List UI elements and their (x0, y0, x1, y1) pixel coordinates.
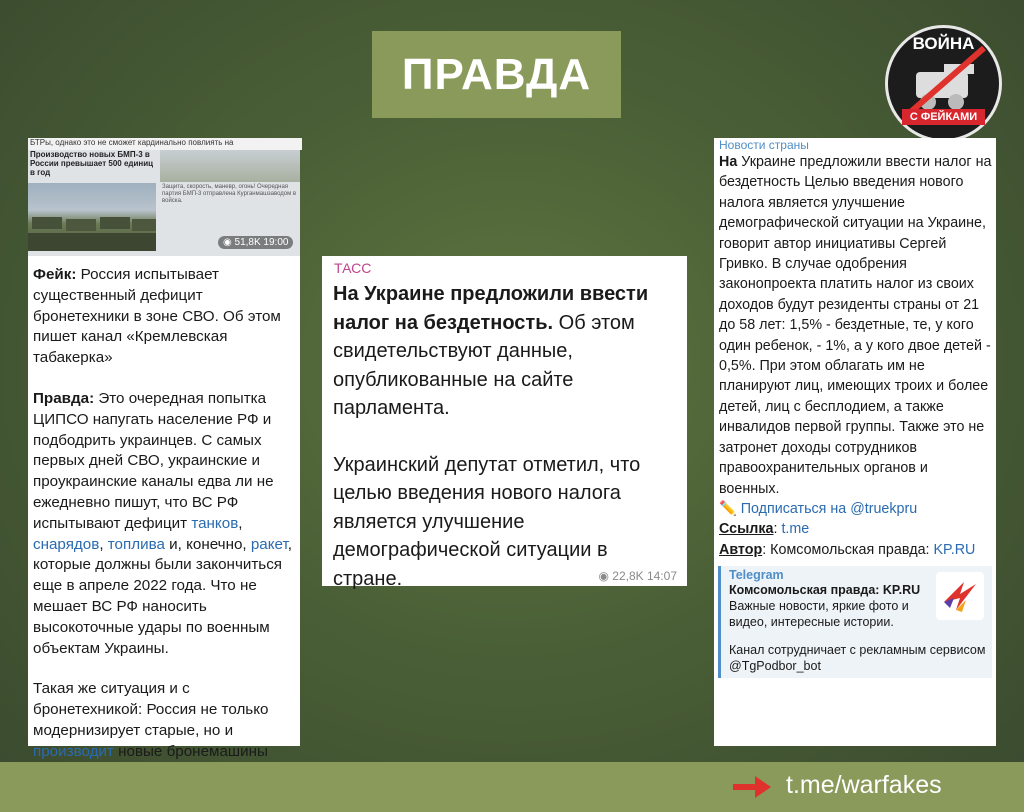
page-title: ПРАВДА (372, 31, 621, 118)
separator-1: , (238, 514, 243, 532)
views-counter (218, 236, 293, 249)
preview-description: Важные новости, яркие фото и видео, интересные истории. (729, 599, 909, 630)
news-screenshot (28, 138, 300, 256)
link-rockets[interactable]: ракет (250, 535, 288, 553)
kp-ru-link[interactable]: KP.RU (933, 541, 976, 558)
logo-bottom-text: С ФЕЙКАМИ (902, 109, 985, 125)
preview-title: Комсомольская правда: KP.RU (729, 583, 921, 598)
footer-channel-link[interactable]: t.me/warfakes (786, 771, 942, 799)
tass-source-label: ТАСС (334, 260, 372, 276)
tass-paragraph-2: Украинский депутат отметил, что целью введения нового налога является улучшение демографической ситуации в стране. (333, 453, 641, 590)
logo-top-text: ВОЙНА (912, 34, 975, 53)
link-shells[interactable]: снарядов (33, 535, 100, 553)
tass-views-value: 22,8K 14:07 (612, 569, 677, 583)
fake-paragraph (33, 265, 294, 369)
link-separator: : (773, 521, 782, 538)
news-top-line: БТРы, однако это не сможет кардинально повлиять на (28, 138, 302, 150)
fake-text: Россия испытывает существенный дефицит бронетехники в зоне СВО. Об этом пишет канал «Кремлевская табакерка» (33, 266, 281, 367)
armor-paragraph (33, 679, 294, 762)
truth-text-3: , которые должны были закончиться еще в апреле 2022 года. Что не мешает ВС РФ наносить высокоточные удары по военным объектам Украины. (33, 535, 292, 657)
source-link-line (719, 519, 992, 539)
footer-bar (0, 762, 1024, 812)
truth-text-2: и, конечно, (164, 535, 251, 553)
tass-headline: На Украине предложили ввести налог на бездетность. (333, 283, 649, 334)
separator-2: , (99, 535, 108, 553)
truth-paragraph (33, 389, 294, 659)
news-photo-small (160, 150, 300, 182)
truth-label: Правда: (33, 389, 95, 407)
tass-text-1: Об этом свидетельствуют данные, опубликованные на сайте парламента. (333, 311, 635, 419)
link-fuel[interactable]: топлива (107, 535, 165, 553)
author-line (719, 540, 992, 560)
news-headline: Производство новых БМП-3 в России превышает 500 единиц в год (30, 150, 154, 177)
news-caption: Защита, скорость, маневр, огонь! Очередная партия БМП-3 отправлена Курганмашзаводом в войска. (162, 184, 297, 204)
kp-post-body (714, 138, 996, 560)
subscribe-link[interactable]: ✏️ Подписаться на @truekpru (719, 500, 918, 517)
channel-name[interactable]: Новости страны (719, 138, 809, 152)
fake-label: Фейк: (33, 266, 77, 283)
news-photo-vehicles (28, 183, 156, 251)
fake-post-card (28, 138, 300, 760)
link-produces[interactable]: производит (33, 742, 114, 760)
author-text: : Комсомольская правда: (762, 541, 934, 558)
views-value: 51,8K 19:00 (234, 237, 289, 248)
preview-source: Telegram (729, 568, 784, 583)
tme-link[interactable]: t.me (781, 521, 810, 538)
preview-note: Канал сотрудничает с рекламным сервисом @TgPodbor_bot (729, 643, 986, 674)
kp-bold-word: На (719, 154, 738, 170)
tass-post-card (322, 256, 687, 590)
link-label: Ссылка (719, 521, 774, 538)
arrow-right-icon (733, 776, 771, 798)
author-label: Автор (719, 541, 763, 558)
kp-text: Украине предложили ввести налог на бездетность Целью введения нового налога является улучшение демографической ситуации на Украине, говорит автор инициативы Сергей Гривко. В случае одобрения законопроекта платить налог из своих доходов будут резиденты страны от 21 до 58 лет: 1,5% - бездетные, те, у кого один ребенок, - 1%, а у кого двое детей - 0,5%. При этом облагать им не планируют лиц, имеющих троих и более детей, лиц с бесплодием, а также инвалидов первой группы. Также это не затронет доходы сотрудников правоохранительных органов и военных. (719, 154, 992, 497)
war-on-fakes-logo (885, 25, 1002, 142)
eye-icon: ◉ (598, 569, 613, 583)
tass-views (598, 569, 677, 583)
kp-bird-logo-icon (936, 572, 984, 620)
para3-text-1: Такая же ситуация и с бронетехникой: Россия не только модернизирует старые, но и (33, 680, 269, 739)
link-tanks[interactable]: танков (191, 514, 239, 532)
eye-icon: ◉ (223, 237, 235, 248)
post-text (28, 256, 300, 763)
tass-paragraph-1 (333, 280, 678, 423)
link-preview[interactable] (718, 566, 992, 678)
truth-text-1: Это очередная попытка ЦИПСО напугать население РФ и подбодрить украинцев. С самых первых дней СВО, украинские и проукраинские каналы едва ли не ежедневно пишут, что ВС РФ испытывают дефицит (33, 389, 274, 532)
para3-text-2: новые бронемашины (113, 742, 268, 760)
kp-main-text (719, 152, 992, 499)
kp-post-card (714, 138, 996, 746)
